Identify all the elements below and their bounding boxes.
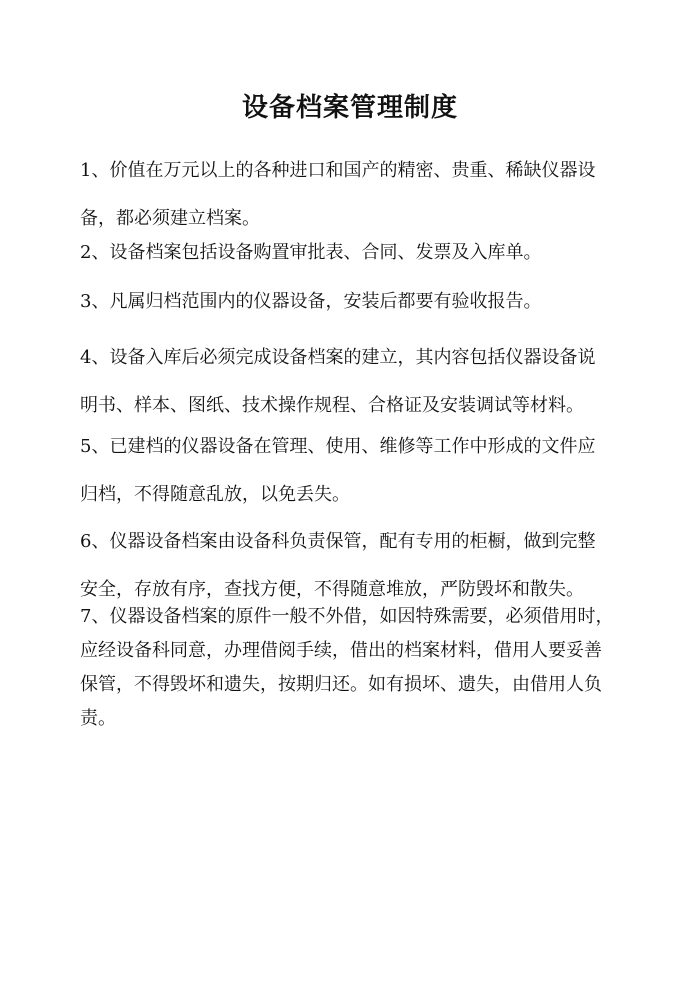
clause-line: 责。 [80,708,116,729]
clause-line: 明书、样本、图纸、技术操作规程、合格证及安装调试等材料。 [80,395,584,416]
clause-line: 2、设备档案包括设备购置审批表、合同、发票及入库单。 [80,242,542,263]
clause-5 [80,423,640,519]
clause-line: 保管，不得毁坏和遗失，按期归还。如有损坏、遗失，由借用人负 [80,674,602,695]
clause-1 [80,147,640,243]
clause-line: 安全，存放有序，查找方便，不得随意堆放，严防毁坏和散失。 [80,579,584,600]
clause-2 [80,236,640,270]
document-title: 设备档案管理制度 [241,93,458,123]
clause-line: 应经设备科同意，办理借阅手续，借出的档案材料，借用人要妥善 [80,640,602,661]
clause-line: 备，都必须建立档案。 [80,208,260,229]
clause-line: 7、仪器设备档案的原件一般不外借，如因特殊需要，必须借用时， [80,606,614,627]
clause-line: 1、价值在万元以上的各种进口和国产的精密、贵重、稀缺仪器设 [80,160,596,181]
clause-line: 4、设备入库后必须完成设备档案的建立，其内容包括仪器设备说 [80,347,596,368]
clause-3 [80,285,640,319]
clause-4 [80,334,640,430]
clause-line: 3、凡属归档范围内的仪器设备，安装后都要有验收报告。 [80,291,542,312]
clause-line: 6、仪器设备档案由设备科负责保管，配有专用的柜橱，做到完整 [80,531,596,552]
clause-line: 5、已建档的仪器设备在管理、使用、维修等工作中形成的文件应 [80,436,596,457]
clause-7 [80,600,640,736]
clause-line: 归档，不得随意乱放，以免丢失。 [80,484,350,505]
